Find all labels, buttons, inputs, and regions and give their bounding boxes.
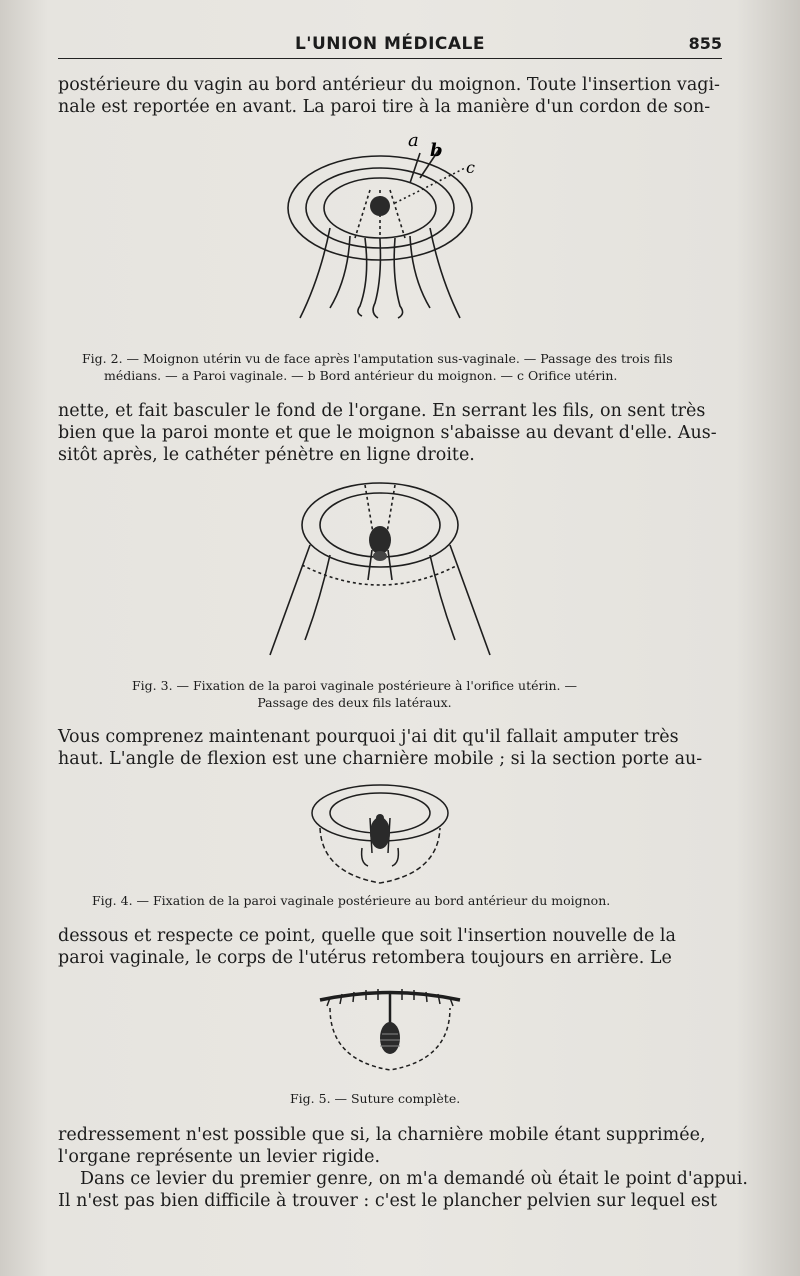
caption-line: Passage des deux fils latéraux. [257, 695, 452, 710]
text-line: Dans ce levier du premier genre, on m'a demandé où était le point d'appui. [80, 1169, 748, 1189]
paragraph-3 [58, 726, 722, 770]
text-line: sitôt après, le cathéter pénètre en ligne droite. [58, 445, 475, 465]
text-line: l'organe représente un levier rigide. [58, 1147, 381, 1167]
text-line: redressement n'est possible que si, la charnière mobile étant supprimée, [58, 1125, 706, 1145]
text-line: haut. L'angle de flexion est une charnière mobile ; si la section porte au- [58, 749, 703, 769]
text-line: nale est reportée en avant. La paroi tire à la manière d'un cordon de son- [58, 97, 711, 117]
figure-4-caption [92, 892, 610, 909]
paragraph-4 [58, 925, 722, 969]
label-b: b [430, 140, 443, 161]
caption-line: Fig. 4. — Fixation de la paroi vaginale postérieure au bord antérieur du moignon. [92, 893, 611, 908]
paragraph-1 [58, 74, 722, 118]
paragraph-5 [58, 1124, 748, 1212]
running-title: L'UNION MÉDICALE [294, 34, 486, 54]
caption-line: Fig. 3. — Fixation de la paroi vaginale postérieure à l'orifice utérin. — [132, 678, 577, 693]
text-line: dessous et respecte ce point, quelle que soit l'insertion nouvelle de la [58, 926, 676, 946]
text-line: bien que la paroi monte et que le moignon s'abaisse au devant d'elle. Aus- [58, 423, 717, 443]
text-line: paroi vaginale, le corps de l'utérus retombera toujours en arrière. Le [58, 948, 672, 968]
figure-2-illustration [270, 128, 530, 338]
figure-2-caption [82, 350, 673, 384]
label-a: a [408, 130, 419, 151]
caption-line: Fig. 5. — Suture complète. [290, 1091, 461, 1106]
figure-4-illustration [300, 778, 470, 893]
text-line: Il n'est pas bien difficile à trouver : c'est le plancher pelvien sur lequel est [58, 1191, 718, 1211]
text-line: Vous comprenez maintenant pourquoi j'ai dit qu'il fallait amputer très [58, 727, 679, 747]
figure-3-illustration [250, 470, 510, 670]
caption-line: Fig. 2. — Moignon utérin vu de face après l'amputation sus-vaginale. — Passage des trois fils [82, 351, 673, 366]
running-header [58, 30, 722, 59]
page-number: 855 [688, 34, 722, 53]
text-line: nette, et fait basculer le fond de l'organe. En serrant les fils, on sent très [58, 401, 706, 421]
label-c: c [466, 158, 475, 177]
figure-5-illustration [310, 980, 470, 1080]
figure-5-caption [290, 1090, 460, 1107]
paragraph-2 [58, 400, 722, 466]
figure-3-caption [132, 677, 577, 711]
caption-line: médians. — a Paroi vaginale. — b Bord antérieur du moignon. — c Orifice utérin. [104, 368, 618, 383]
text-line: postérieure du vagin au bord antérieur du moignon. Toute l'insertion vagi- [58, 75, 720, 95]
